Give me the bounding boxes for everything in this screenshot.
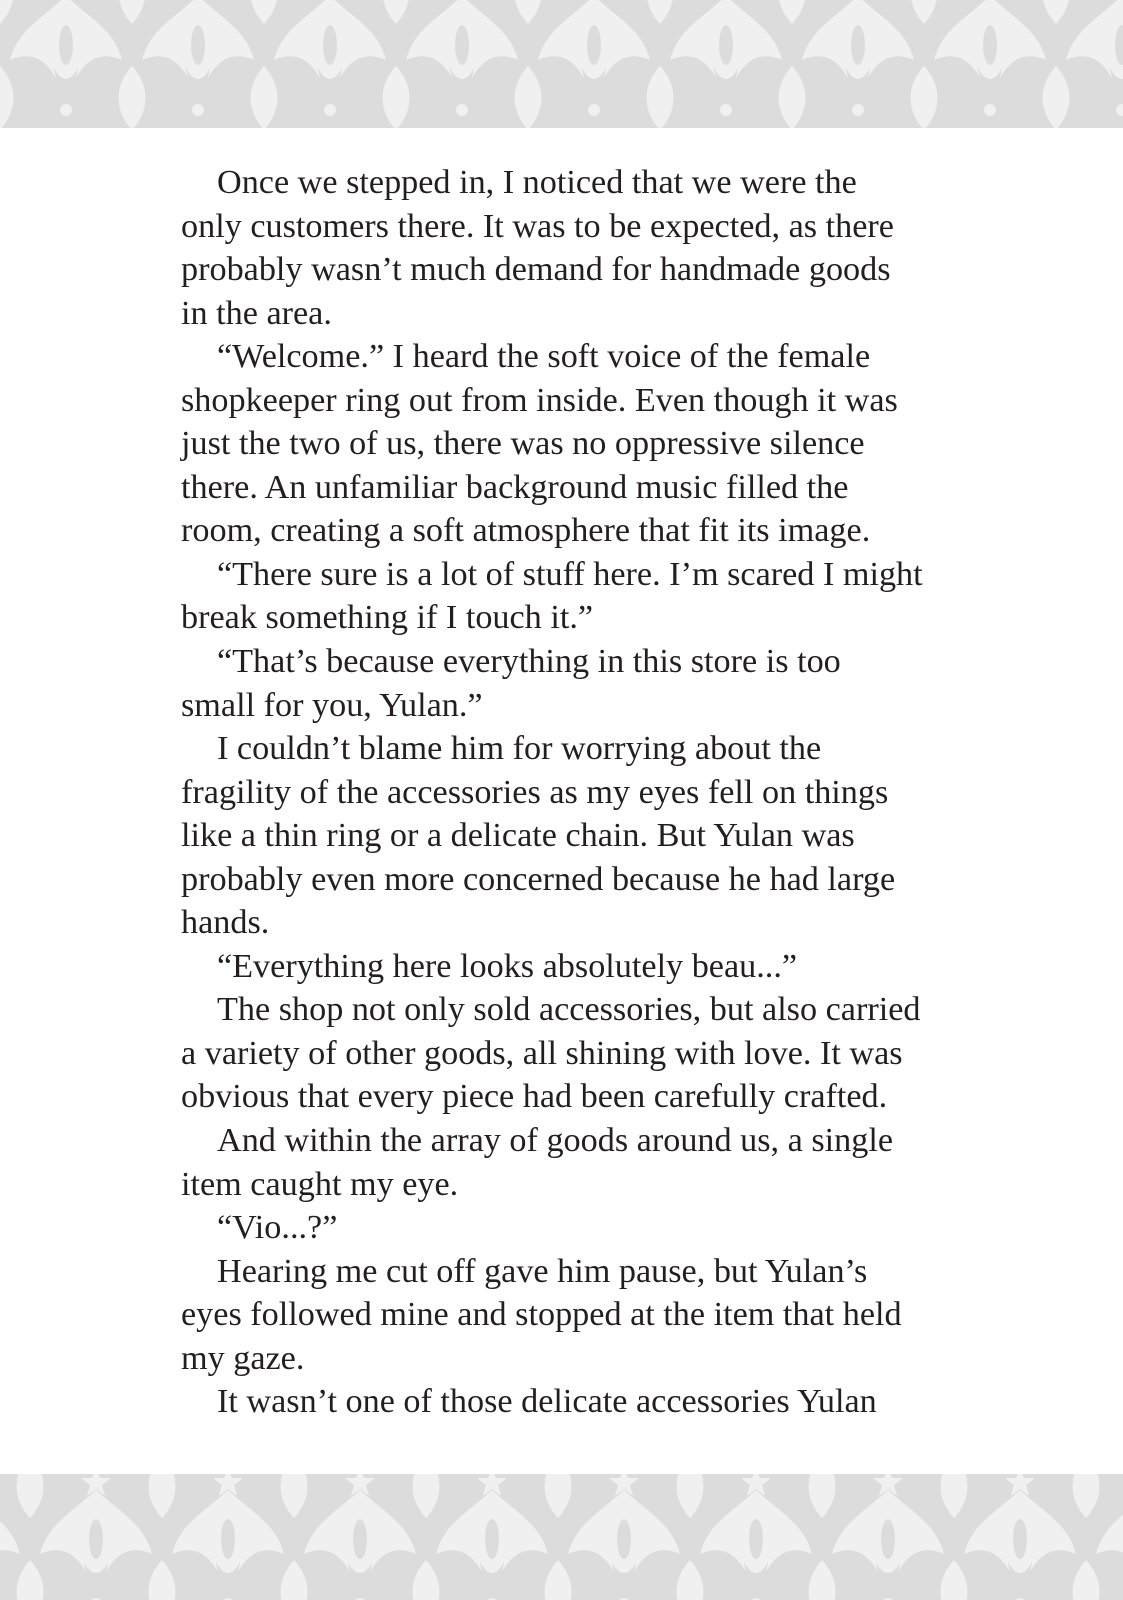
text-line: like a thin ring or a delicate chain. But Yulan was — [181, 817, 855, 855]
text-line: Hearing me cut off gave him pause, but Yulan’s — [217, 1252, 868, 1290]
text-line: It wasn’t one of those delicate accessories Yulan — [217, 1383, 877, 1421]
text-line: “That’s because everything in this store is too — [217, 643, 841, 681]
text-line: in the area. — [181, 294, 332, 332]
text-line: small for you, Yulan.” — [181, 686, 483, 724]
text-line: room, creating a soft atmosphere that fit its image. — [181, 512, 871, 550]
text-line: there. An unfamiliar background music filled the — [181, 468, 849, 506]
text-line: “Everything here looks absolutely beau...” — [217, 947, 798, 985]
text-line: fragility of the accessories as my eyes fell on things — [181, 773, 889, 811]
text-line: “Vio...?” — [217, 1209, 338, 1247]
text-line: I couldn’t blame him for worrying about the — [217, 730, 822, 768]
text-line: a variety of other goods, all shining with love. It was — [181, 1034, 903, 1072]
text-line: “There sure is a lot of stuff here. I’m scared I might — [217, 555, 923, 593]
text-line: eyes followed mine and stopped at the item that held — [181, 1296, 902, 1334]
text-line: Once we stepped in, I noticed that we were the — [217, 164, 857, 201]
text-line: break something if I touch it.” — [181, 599, 594, 637]
text-line: “Welcome.” I heard the soft voice of the female — [217, 338, 871, 376]
text-line: hands. — [181, 904, 270, 942]
text-line: item caught my eye. — [181, 1165, 459, 1203]
text-line: obvious that every piece had been carefully crafted. — [181, 1078, 888, 1116]
decorative-footer-band — [0, 1474, 1123, 1600]
text-line: And within the array of goods around us, a single — [217, 1122, 894, 1160]
text-line: just the two of us, there was no oppressive silence — [181, 425, 865, 463]
text-line: only customers there. It was to be expected, as there — [181, 207, 894, 245]
chapter-text — [181, 161, 1001, 1424]
text-line: my gaze. — [181, 1339, 305, 1377]
text-line: The shop not only sold accessories, but also carried — [217, 991, 921, 1029]
text-line: shopkeeper ring out from inside. Even though it was — [181, 381, 898, 419]
decorative-header-band — [0, 0, 1123, 128]
text-line: probably wasn’t much demand for handmade goods — [181, 251, 891, 289]
text-line: probably even more concerned because he had large — [181, 860, 896, 898]
